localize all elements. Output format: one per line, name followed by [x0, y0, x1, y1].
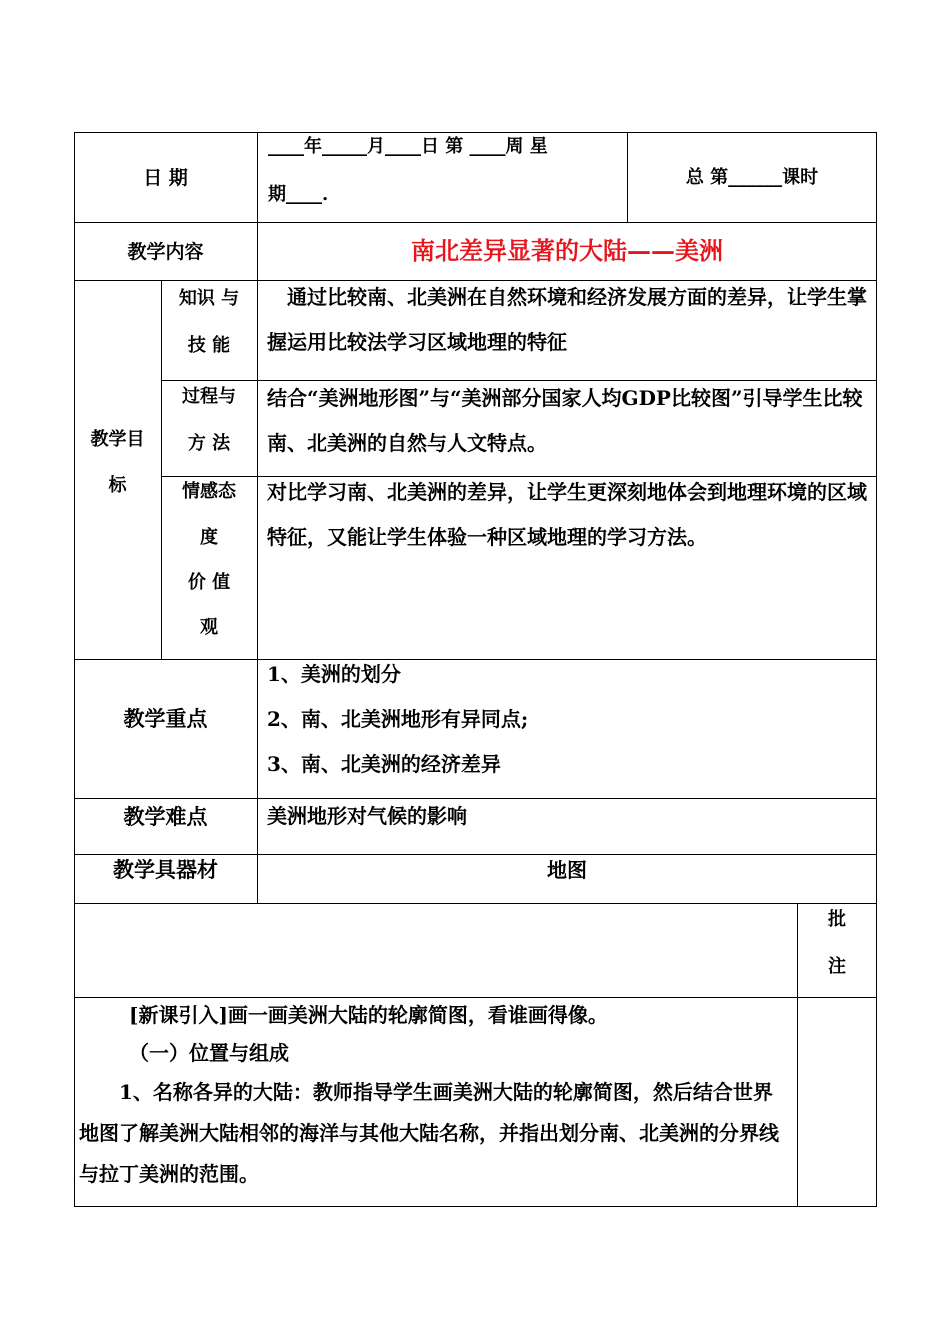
- date-line-2: 期____.: [268, 184, 329, 205]
- key-point-item: 1、美洲的划分: [267, 662, 401, 686]
- key-point-item: 2、南、北美洲地形有异同点;: [267, 707, 529, 731]
- emotion-label-2: 度: [200, 527, 218, 548]
- notes-label-1: 批: [828, 909, 846, 930]
- key-point-item: 3、南、北美洲的经济差异: [267, 752, 501, 776]
- knowledge-label-1: 知识 与: [178, 288, 240, 309]
- key-points-label: 教学重点: [123, 706, 208, 731]
- materials-text: 地图: [547, 858, 587, 882]
- notes-label-2: 注: [828, 956, 846, 977]
- row-divider: [74, 854, 877, 855]
- process-label-2: 方 法: [187, 433, 231, 454]
- table-bottom-border: [74, 1205, 877, 1207]
- process-objective-text: 结合“美洲地形图”与“美洲部分国家人均GDP比较图”引导学生比较南、北美洲的自然与人文特点。: [267, 386, 863, 455]
- knowledge-label-2: 技 能: [187, 335, 231, 356]
- knowledge-objective-text: 通过比较南、北美洲在自然环境和经济发展方面的差异，让学生掌握运用比较法学习区域地理的特征: [267, 285, 867, 354]
- materials-label: 教学具器材: [113, 857, 218, 882]
- difficulty-text: 美洲地形对气候的影响: [267, 804, 467, 828]
- date-line-1: ____年_____月____日 第 ____周 星: [268, 136, 548, 157]
- emotion-objective-text: 对比学习南、北美洲的差异，让学生更深刻地体会到地理环境的区域特征，又能让学生体验一种区域地理的学习方法。: [267, 480, 867, 549]
- emotion-label-1: 情感态: [182, 481, 236, 502]
- objectives-label-1: 教学目: [90, 429, 145, 450]
- lesson-title: 南北差异显著的大陆——美洲: [411, 236, 723, 265]
- column-divider: [797, 903, 798, 1206]
- objectives-label-2: 标: [108, 475, 127, 496]
- process-label-1: 过程与: [182, 386, 236, 407]
- difficulty-label: 教学难点: [123, 804, 208, 829]
- row-divider: [74, 222, 877, 223]
- emotion-label-4: 观: [200, 617, 218, 638]
- section-heading: （一）位置与组成: [129, 1041, 289, 1065]
- date-label: 日 期: [143, 167, 188, 189]
- total-lesson-count: 总 第______课时: [685, 167, 819, 188]
- intro-text: [新课引入]画一画美洲大陆的轮廓简图，看谁画得像。: [129, 1003, 608, 1027]
- process-paragraph: 1、名称各异的大陆：教师指导学生画美洲大陆的轮廓简图，然后结合世界地图了解美洲大陆相邻的海洋与其他大陆名称，并指出划分南、北美洲的分界线与拉丁美洲的范围。: [79, 1080, 779, 1186]
- content-label: 教学内容: [127, 241, 204, 263]
- row-divider: [74, 903, 877, 904]
- emotion-label-3: 价 值: [187, 572, 231, 593]
